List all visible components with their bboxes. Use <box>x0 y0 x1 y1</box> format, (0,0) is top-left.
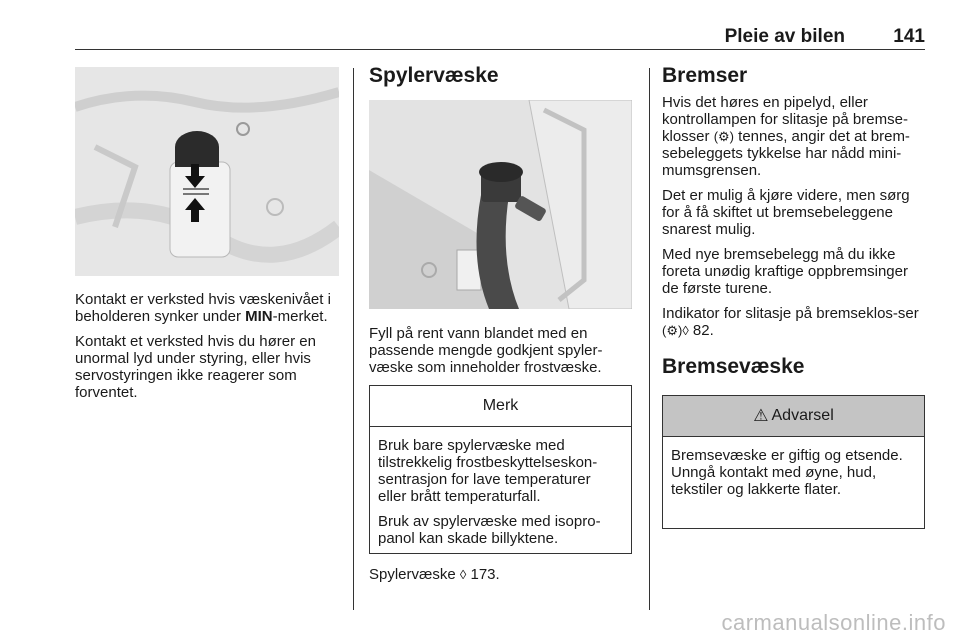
drive-on-paragraph: Det er mulig å kjøre videre, men sørg for å få skiftet ut bremsebeleggene snarest mulig. <box>662 187 910 238</box>
steering-paragraph: Kontakt et verksted hvis du hører en unormal lyd under styring, eller hvis servostyringen ikke reagerer som forventet. <box>75 333 316 401</box>
min-label: MIN <box>245 308 273 325</box>
brake-pad-icon-2: (⚙) <box>662 323 683 338</box>
level-text-end: -merket. <box>272 308 328 325</box>
column-divider-1 <box>353 68 354 610</box>
note-title: Merk <box>370 386 631 427</box>
brake-fluid-heading: Bremsevæske <box>662 355 805 378</box>
reference-page[interactable]: 173. <box>466 566 500 583</box>
brake-warning-paragraph <box>662 94 928 179</box>
watermark: carmanualsonline.info <box>721 610 946 635</box>
washer-fluid-heading: Spylervæske <box>369 64 499 87</box>
column-1-text <box>75 291 345 409</box>
section-title: Pleie av bilen <box>724 26 845 47</box>
warning-icon: ⚠ <box>753 406 769 425</box>
note-paragraph-2: Bruk av spylervæske med isopro-panol kan skade billyktene. <box>378 513 601 547</box>
washer-reference <box>369 566 633 591</box>
brake-pad-icon: (⚙) <box>713 129 734 144</box>
header-rule <box>75 49 925 50</box>
fill-paragraph: Fyll på rent vann blandet med en passende mengde godkjent spyler-væske som inneholder frostvæske. <box>369 325 603 376</box>
note-body <box>370 427 631 563</box>
page-number: 141 <box>893 26 925 47</box>
warning-title: Advarsel <box>771 407 834 424</box>
indicator-paragraph <box>662 305 928 339</box>
new-pads-paragraph: Med nye bremsebelegg må du ikke foreta unødig kraftige oppbremsinger de første turene. <box>662 246 908 297</box>
page-header <box>75 0 925 50</box>
column-3-text <box>662 64 928 379</box>
washer-illustration <box>369 100 632 309</box>
brake-text-a: Hvis det høres en pipelyd, eller kontrollampen for slitasje på bremse-klosser <box>662 94 908 145</box>
warning-body <box>663 437 924 514</box>
reference-arrow-icon-2: ◊ <box>682 323 689 338</box>
brake-text-b: tennes, angir det at brem-sebeleggets tykkelse har nådd mini-mumsgrensen. <box>662 128 910 179</box>
reference-label: Spylervæske <box>369 566 460 583</box>
reference-arrow-icon: ◊ <box>459 567 467 582</box>
reservoir-illustration <box>75 67 339 276</box>
warning-text: Bremsevæske er giftig og etsende. Unngå kontakt med øyne, hud, tekstiler og lakkerte flater. <box>671 447 903 498</box>
note-box <box>369 385 632 554</box>
warning-header <box>663 396 924 437</box>
brakes-heading: Bremser <box>662 64 748 87</box>
column-2-text <box>369 325 633 384</box>
level-paragraph <box>75 291 345 325</box>
indicator-page-reference[interactable]: 82. <box>688 322 714 339</box>
column-2-heading <box>369 64 633 88</box>
column-divider-2 <box>649 68 650 610</box>
indicator-text: Indikator for slitasje på bremseklos-ser <box>662 305 919 322</box>
note-paragraph-1: Bruk bare spylervæske med tilstrekkelig frostbeskyttelseskon-sentrasjon for lave temperaturer eller brått temperaturfall. <box>378 437 598 505</box>
warning-box <box>662 395 925 529</box>
level-text: Kontakt er verksted hvis væskenivået i beholderen synker under <box>75 291 331 325</box>
